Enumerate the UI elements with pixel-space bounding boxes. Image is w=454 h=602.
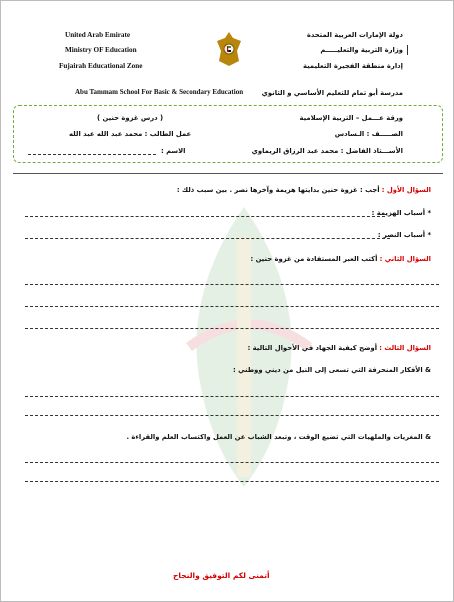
name-label: الاسم : (161, 147, 186, 155)
question-2 (250, 255, 431, 263)
q3-item1-answer-line-2[interactable] (25, 415, 439, 416)
q3-item1-answer-line-1[interactable] (25, 396, 439, 397)
q3-item2-answer-line-2[interactable] (25, 481, 439, 482)
header-en-line-3: Fujairah Educational Zone (59, 62, 143, 70)
header-divider-tick (407, 45, 408, 55)
grade-label: الصـــــف : الـسادس (334, 130, 403, 138)
student-work-label: عمل الطالب : محمد عبد الله عبد الله (69, 130, 192, 138)
teacher-label: الأســـتاذ الفاضل : محمد عبد الرزاق الريماوي (251, 147, 403, 155)
q3-item-deviant-ideas: & الأفكار المنحرفة التي تسعى إلى النيل من ديني ووطني : (233, 366, 431, 374)
header-en-line-2: Ministry OF Education (65, 46, 137, 54)
q2-answer-line-3[interactable] (25, 328, 439, 329)
q1-item-victory: * أسباب النصر : (377, 231, 431, 239)
worksheet-title: ورقة عـــمل – التربية الإسلامية (299, 114, 403, 122)
question-1-text: أجب : غزوة حنين بدايتها هزيمة وآخرها نصر . بين سبب ذلك : (176, 186, 380, 194)
question-1 (177, 186, 431, 194)
question-3-label: السؤال الثالث : (379, 344, 431, 352)
q3-item2-answer-line-1[interactable] (25, 462, 439, 463)
question-2-text: أكتب العبر المستفادة من غزوة حنين : (250, 255, 378, 263)
q2-answer-line-1[interactable] (25, 284, 439, 285)
q1-victory-answer-line[interactable] (25, 238, 390, 239)
q2-answer-line-2[interactable] (25, 306, 439, 307)
section-separator (13, 173, 443, 174)
header-ar-line-2: وزارة التربية والتعليـــــم (320, 46, 403, 54)
lesson-title: ( درس غزوة حنين ) (97, 114, 164, 122)
question-3 (248, 344, 431, 352)
school-name-ar: مدرسة أبو تمام للتعليم الأساسي و الثانوي (261, 89, 403, 97)
footer-wish: أتمنى لكم التوفيق والنجاح (173, 571, 270, 580)
uae-emblem-icon (214, 29, 244, 69)
header-en-line-1: United Arab Emirate (65, 31, 131, 39)
question-1-label: السؤال الأول : (381, 186, 431, 194)
question-3-text: أوضح كيفية الجهاد في الأحوال التالية : (247, 344, 378, 352)
name-answer-line[interactable] (28, 154, 156, 155)
q1-defeat-answer-line[interactable] (25, 216, 385, 217)
school-name-en: Abu Tammam School For Basic & Secondary Education (75, 88, 244, 96)
q1-item-defeat: * أسباب الهزيمة : (371, 209, 431, 217)
header-ar-line-3: إدارة منطقة الفجيرة التعليمية (303, 62, 403, 70)
header-ar-line-1: دولة الإمارات العربية المتحدة (306, 31, 403, 39)
question-2-label: السؤال الثاني : (379, 255, 431, 263)
q3-item-distractions: & المغريات والملهيات التي تضيع الوقت ، وتبعد الشباب عن العمل واكتساب العلم والقراءة . (126, 433, 431, 441)
